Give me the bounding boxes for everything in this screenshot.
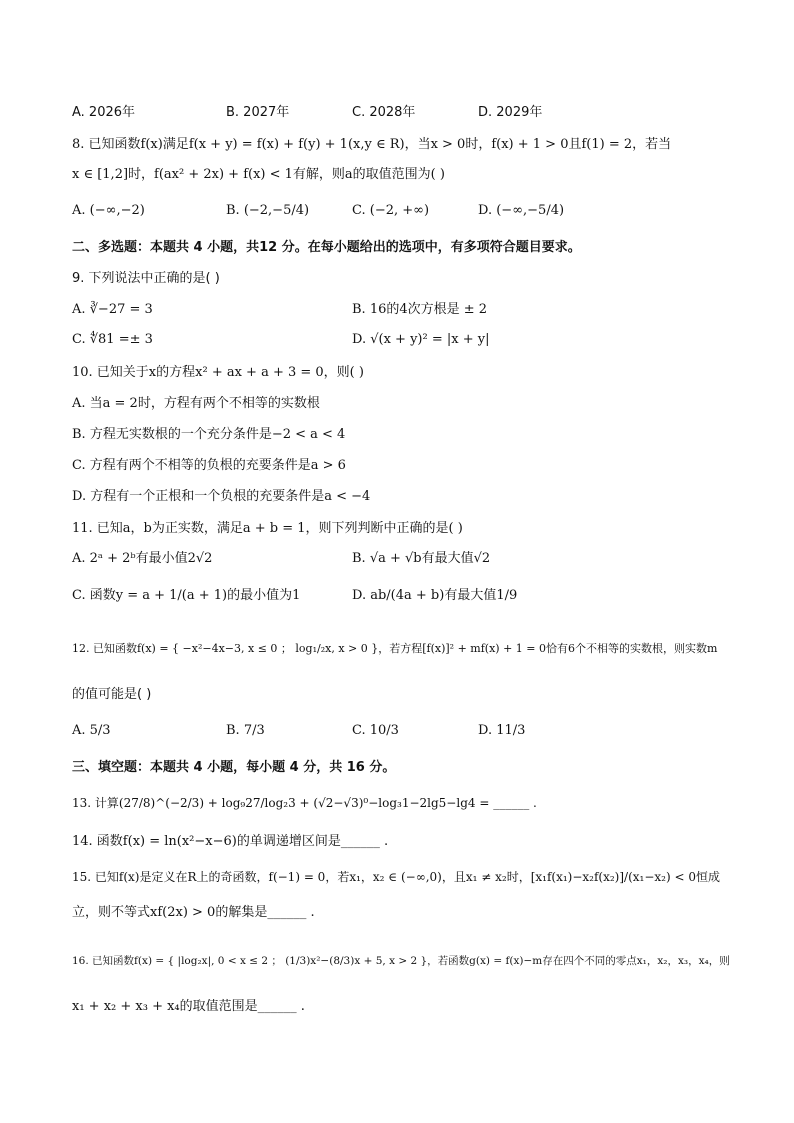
q12-stem-line2: 的值可能是( ) [72,687,152,702]
q12-option-c: C. 10/3 [352,723,399,738]
q8-option-c: C. (−2, +∞) [352,203,430,218]
q8-option-d: D. (−∞,−5/4) [478,203,565,218]
q12-stem: 12. 已知函数f(x) = { −x²−4x−3, x ≤ 0 ； log₁/₂x, x > 0 }，若方程[f(x)]² + mf(x) + 1 = 0恰有6个不相等的实数根，则实数m [72,642,718,655]
q9-option-a: A. ∛−27 = 3 [72,302,153,317]
q13-stem: 13. 计算(27/8)^(−2/3) + log₉27/log₂3 + (√2−√3)⁰−log₃1−2lg5−lg4 = ______ . [72,796,537,810]
q11-option-d: D. ab/(4a + b)有最大值1/9 [352,588,518,603]
q9-option-d: D. √(x + y)² = |x + y| [352,332,490,347]
q12-option-d: D. 11/3 [478,723,526,738]
q7-option-a: A. 2026年 [72,105,136,120]
q10-option-d: D. 方程有一个正根和一个负根的充要条件是a < −4 [72,489,371,504]
q9-stem: 9. 下列说法中正确的是( ) [72,271,220,286]
q12-option-a: A. 5/3 [72,723,111,738]
q15-stem-line2: 立，则不等式xf(2x) > 0的解集是______ . [72,905,315,920]
section-multiple-choice-heading: 二、多选题：本题共 4 小题，共12 分。在每小题给出的选项中，有多项符合题目要求。 [72,240,581,255]
q10-option-a: A. 当a = 2时，方程有两个不相等的实数根 [72,396,320,411]
q16-stem-line1: 16. 已知函数f(x) = { |log₂x|, 0 < x ≤ 2 ； (1/3)x²−(8/3)x + 5, x > 2 }，若函数g(x) = f(x)−m存在四个不同的零点x₁，x₂，x₃，x₄，则 [72,955,730,967]
q10-option-c: C. 方程有两个不相等的负根的充要条件是a > 6 [72,458,346,473]
q8-stem-line1: 8. 已知函数f(x)满足f(x + y) = f(x) + f(y) + 1(x,y ∈ R)，当x > 0时，f(x) + 1 > 0且f(1) = 2，若当 [72,137,672,152]
q11-option-c: C. 函数y = a + 1/(a + 1)的最小值为1 [72,588,301,603]
q11-option-a: A. 2ᵃ + 2ᵇ有最小值2√2 [72,551,213,566]
q16-stem-line2: x₁ + x₂ + x₃ + x₄的取值范围是______ . [72,999,305,1014]
q8-stem-line2: x ∈ [1,2]时，f(ax² + 2x) + f(x) < 1有解，则a的取值范围为( ) [72,167,445,182]
q10-stem: 10. 已知关于x的方程x² + ax + a + 3 = 0，则( ) [72,365,364,380]
q15-stem-line1: 15. 已知f(x)是定义在R上的奇函数，f(−1) = 0，若x₁，x₂ ∈ (−∞,0)，且x₁ ≠ x₂时，[x₁f(x₁)−x₂f(x₂)]/(x₁−x₂) < 0恒成 [72,870,720,884]
q8-option-a: A. (−∞,−2) [72,203,145,218]
q14-stem: 14. 函数f(x) = ln(x²−x−6)的单调递增区间是______ . [72,834,389,849]
q9-option-c: C. ∜81 =± 3 [72,332,153,347]
q12-option-b: B. 7/3 [226,723,265,738]
q8-option-b: B. (−2,−5/4) [226,203,310,218]
q11-stem: 11. 已知a，b为正实数，满足a + b = 1，则下列判断中正确的是( ) [72,521,463,536]
section-fill-in-heading: 三、填空题：本题共 4 小题，每小题 4 分，共 16 分。 [72,760,396,775]
q10-option-b: B. 方程无实数根的一个充分条件是−2 < a < 4 [72,427,346,442]
q9-option-b: B. 16的4次方根是 ± 2 [352,302,488,317]
q7-option-c: C. 2028年 [352,105,416,120]
q7-option-d: D. 2029年 [478,105,543,120]
q11-option-b: B. √a + √b有最大值√2 [352,551,491,566]
q7-option-b: B. 2027年 [226,105,290,120]
